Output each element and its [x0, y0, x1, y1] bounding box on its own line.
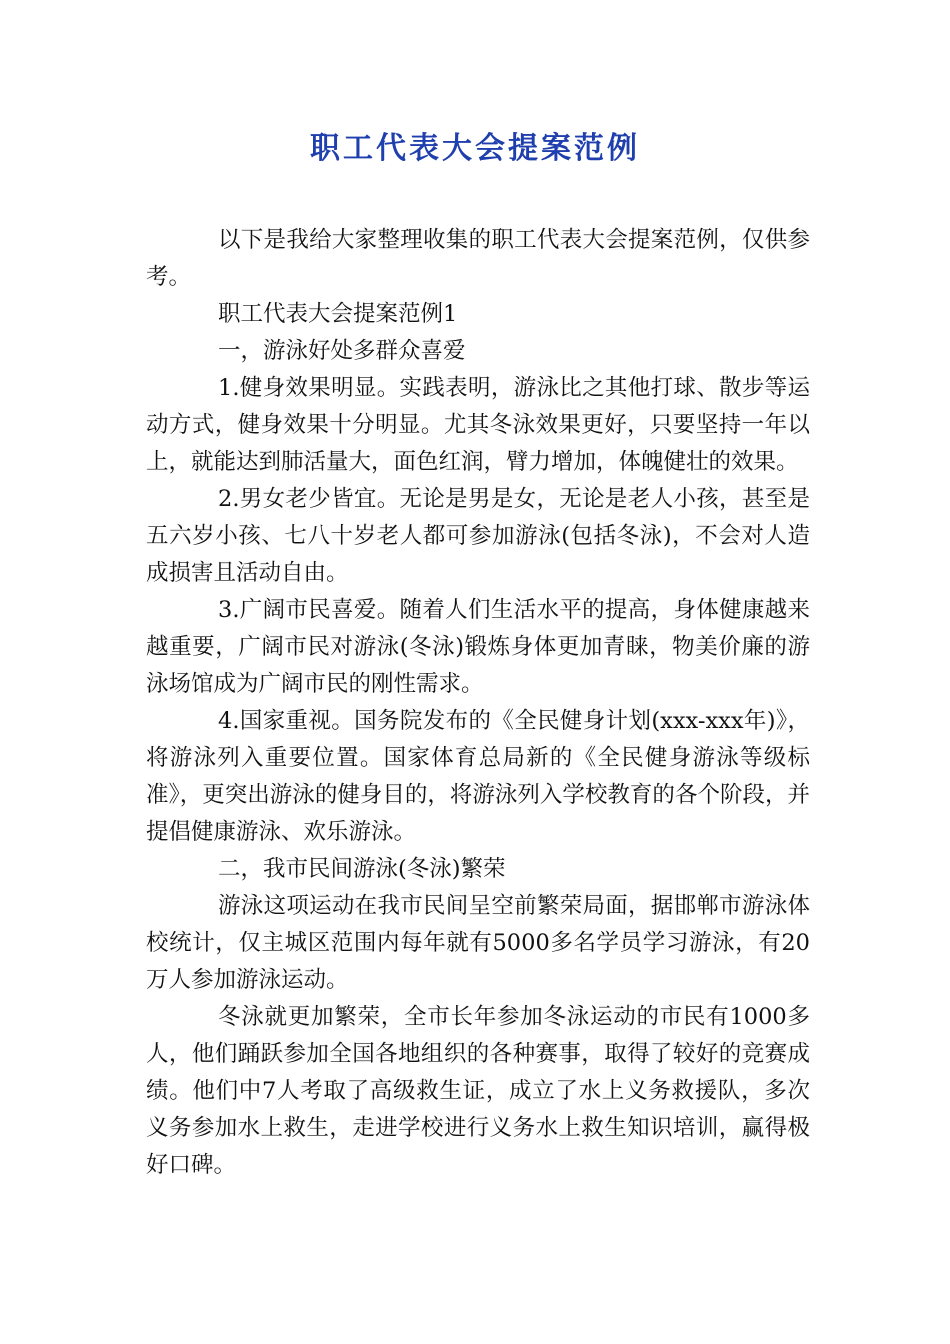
- section-heading-1: 一，游泳好处多群众喜爱: [218, 338, 466, 364]
- paragraph-stats: 游泳这项运动在我市民间呈空前繁荣局面，据邯郸市游泳体校统计，仅主城区范围内每年就有5000多名学员学习游泳，有20万人参加游泳运动。: [146, 893, 810, 993]
- paragraph-winter-swim: 冬泳就更加繁荣，全市长年参加冬泳运动的市民有1000多人，他们踊跃参加全国各地组织的各种赛事，取得了较好的竞赛成绩。他们中7人考取了高级救生证，成立了水上义务救援队，多次义务参加水上救生，走进学校进行义务水上救生知识培训，赢得极好口碑。: [146, 1004, 810, 1178]
- paragraph-example-heading: 职工代表大会提案范例1: [218, 301, 458, 327]
- paragraph-point-4: 4.国家重视。国务院发布的《全民健身计划(xxx-xxx年)》，将游泳列入重要位置。国家体育总局新的《全民健身游泳等级标准》，更突出游泳的健身目的，将游泳列入学校教育的各个阶段，并提倡健康游泳、欢乐游泳。: [146, 708, 810, 845]
- section-heading-2: 二，我市民间游泳(冬泳)繁荣: [218, 856, 506, 882]
- document-body: [146, 222, 810, 1184]
- paragraph-point-2: 2.男女老少皆宜。无论是男是女，无论是老人小孩，甚至是五六岁小孩、七八十岁老人都可参加游泳(包括冬泳)，不会对人造成损害且活动自由。: [146, 486, 810, 586]
- document-title: 职工代表大会提案范例: [310, 131, 640, 166]
- paragraph-intro: 以下是我给大家整理收集的职工代表大会提案范例，仅供参考。: [146, 227, 810, 290]
- paragraph-point-3: 3.广阔市民喜爱。随着人们生活水平的提高，身体健康越来越重要，广阔市民对游泳(冬泳)锻炼身体更加青睐，物美价廉的游泳场馆成为广阔市民的刚性需求。: [146, 597, 810, 697]
- paragraph-point-1: 1.健身效果明显。实践表明，游泳比之其他打球、散步等运动方式，健身效果十分明显。尤其冬泳效果更好，只要坚持一年以上，就能达到肺活量大，面色红润，臂力增加，体魄健壮的效果。: [146, 375, 810, 475]
